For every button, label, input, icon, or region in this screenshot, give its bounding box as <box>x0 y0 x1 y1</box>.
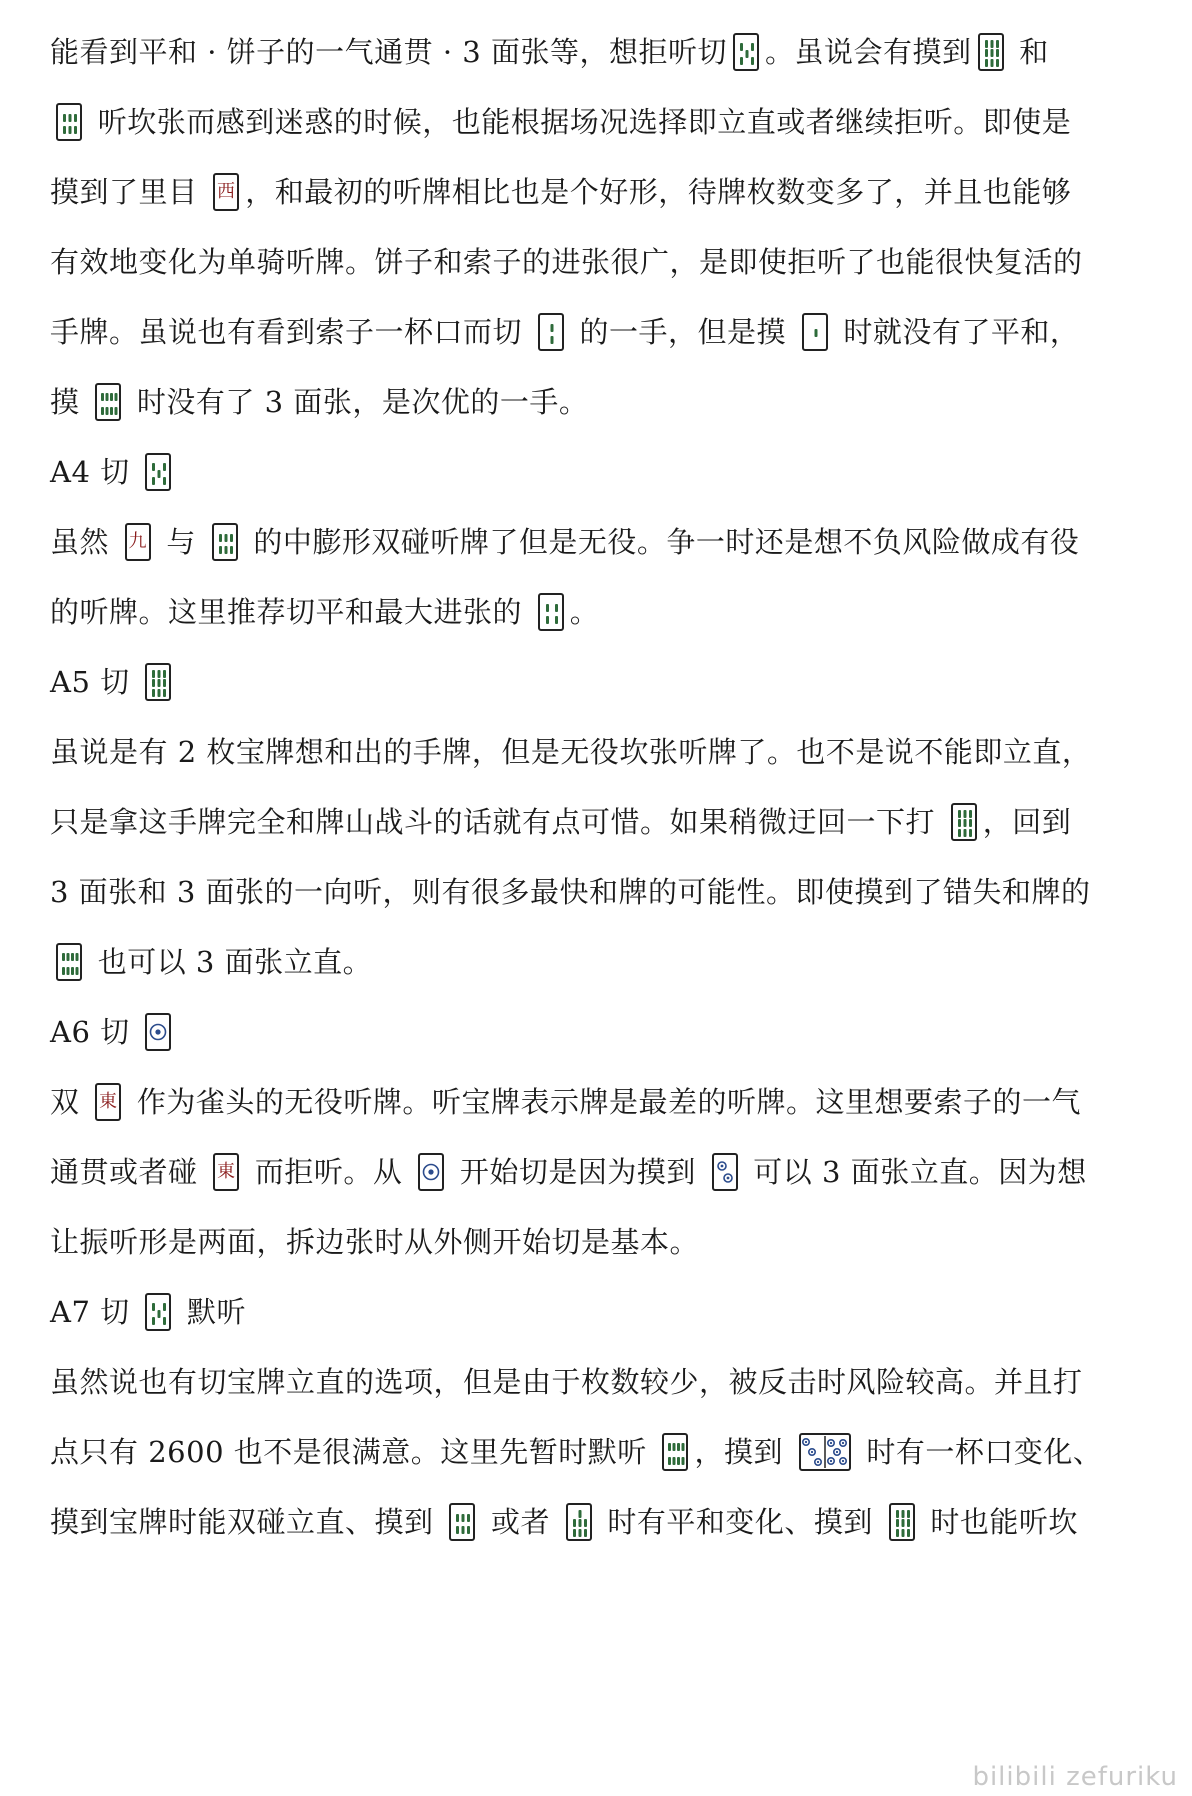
bamboo-tile-icon <box>802 313 828 351</box>
text-run: 作为雀头的无役听牌。听宝牌表示牌是最差的听牌。这里想要索子的一气 <box>127 1085 1081 1119</box>
text-line <box>50 870 1150 910</box>
honor-tile-icon: 東 <box>213 1153 239 1191</box>
text-run: 让振听形是两面，拆边张时从外侧开始切是基本。 <box>50 1225 700 1259</box>
bamboo-tile-icon <box>978 33 1004 71</box>
text-run: 虽然 <box>50 525 119 559</box>
text-line <box>50 660 1150 700</box>
text-line <box>50 730 1150 770</box>
text-run: 的中膨形双碰听牌了但是无役。争一时还是想不负风险做成有役 <box>243 525 1080 559</box>
text-run: A6 切 <box>50 1015 140 1049</box>
text-run: 可以 3 面张立直。因为想 <box>743 1155 1087 1189</box>
text-run: 的听牌。这里推荐切平和最大进张的 <box>50 595 532 629</box>
text-line <box>50 380 1150 420</box>
bamboo-tile-icon <box>449 1503 475 1541</box>
text-run: 点只有 2600 也不是很满意。这里先暂时默听 <box>50 1435 657 1469</box>
text-line <box>50 1430 1150 1470</box>
text-run: 时就没有了平和， <box>833 315 1080 349</box>
bamboo-tile-icon <box>95 383 121 421</box>
text-run: 有效地变化为单骑听牌。饼子和索子的进张很广，是即使拒听了也能很快复活的 <box>50 245 1083 279</box>
text-line <box>50 1080 1150 1120</box>
text-run: 时有一杯口变化、 <box>856 1435 1103 1469</box>
text-run: 只是拿这手牌完全和牌山战斗的话就有点可惜。如果稍微迂回一下打 <box>50 805 945 839</box>
text-line <box>50 450 1150 490</box>
honor-tile-icon: 東 <box>95 1083 121 1121</box>
text-run: 。虽说会有摸到 <box>764 35 972 69</box>
text-run: 时没有了 3 面张，是次优的一手。 <box>127 385 589 419</box>
text-line <box>50 1150 1150 1190</box>
bamboo-tile-icon <box>538 313 564 351</box>
bamboo-tile-icon <box>662 1433 688 1471</box>
text-run: ，摸到 <box>694 1435 793 1469</box>
bamboo-tile-icon <box>145 1293 171 1331</box>
text-run: 虽说是有 2 枚宝牌想和出的手牌，但是无役坎张听牌了。也不是说不能即立直， <box>50 735 1092 769</box>
bamboo-tile-icon <box>56 943 82 981</box>
text-run: 通贯或者碰 <box>50 1155 208 1189</box>
text-run: 也可以 3 面张立直。 <box>88 945 373 979</box>
bamboo-tile-icon <box>212 523 238 561</box>
bamboo-tile-icon <box>889 1503 915 1541</box>
text-line <box>50 240 1150 280</box>
text-run: 而拒听。从 <box>245 1155 413 1189</box>
text-run: 摸到了里目 <box>50 175 208 209</box>
bamboo-tile-icon <box>733 33 759 71</box>
bamboo-tile-icon <box>145 663 171 701</box>
text-line <box>50 520 1150 560</box>
text-run: 与 <box>156 525 206 559</box>
bamboo-tile-icon <box>145 453 171 491</box>
text-run: 开始切是因为摸到 <box>450 1155 706 1189</box>
text-line <box>50 1360 1150 1400</box>
text-run: ，和最初的听牌相比也是个好形，待牌枚数变多了，并且也能够 <box>245 175 1072 209</box>
text-run: 双 <box>50 1085 90 1119</box>
text-line <box>50 800 1150 840</box>
text-line <box>50 1220 1150 1260</box>
text-run: 默听 <box>177 1295 247 1329</box>
text-line <box>50 100 1150 140</box>
text-run: 能看到平和 · 饼子的一气通贯 · 3 面张等，想拒听切 <box>50 35 727 69</box>
circle-tile-pair-icon <box>799 1433 851 1471</box>
text-run: ，回到 <box>982 805 1072 839</box>
bamboo-tile-icon <box>56 103 82 141</box>
bamboo-tile-icon <box>951 803 977 841</box>
text-run: 的一手，但是摸 <box>569 315 796 349</box>
text-run: A4 切 <box>50 455 140 489</box>
text-line <box>50 170 1150 210</box>
text-run: 摸到宝牌时能双碰立直、摸到 <box>50 1505 444 1539</box>
bamboo-tile-icon <box>538 593 564 631</box>
character-tile-icon: 九 <box>125 523 151 561</box>
circle-tile-icon <box>418 1153 444 1191</box>
text-run: 3 面张和 3 面张的一向听，则有很多最快和牌的可能性。即使摸到了错失和牌的 <box>50 875 1091 909</box>
honor-tile-icon: 西 <box>213 173 239 211</box>
text-line <box>50 1500 1150 1540</box>
text-run: A5 切 <box>50 665 140 699</box>
text-line <box>50 590 1150 630</box>
circle-tile-icon <box>712 1153 738 1191</box>
text-line <box>50 1290 1150 1330</box>
text-run: 时有平和变化、摸到 <box>597 1505 883 1539</box>
text-run: 手牌。虽说也有看到索子一杯口而切 <box>50 315 532 349</box>
text-run: 摸 <box>50 385 90 419</box>
text-run: 听坎张而感到迷惑的时候，也能根据场况选择即立直或者继续拒听。即使是 <box>88 105 1072 139</box>
text-line <box>50 940 1150 980</box>
text-run: 或者 <box>481 1505 560 1539</box>
watermark: bilibili zefuriku <box>972 1762 1178 1792</box>
text-run: A7 切 <box>50 1295 140 1329</box>
text-run: 虽然说也有切宝牌立直的选项，但是由于枚数较少，被反击时风险较高。并且打 <box>50 1365 1083 1399</box>
text-line <box>50 1010 1150 1050</box>
bamboo-tile-icon <box>566 1503 592 1541</box>
text-line <box>50 310 1150 350</box>
circle-tile-icon <box>145 1013 171 1051</box>
text-run: 和 <box>1009 35 1049 69</box>
text-line <box>50 30 1150 70</box>
text-run: 。 <box>569 595 600 629</box>
text-run: 时也能听坎 <box>920 1505 1078 1539</box>
